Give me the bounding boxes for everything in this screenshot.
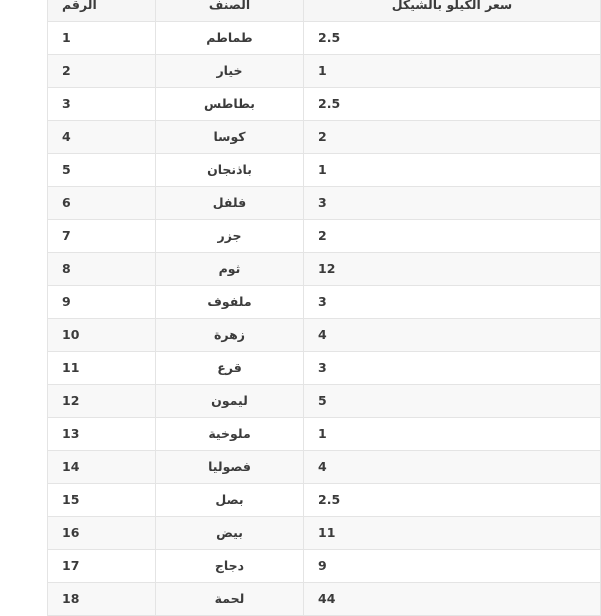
cell-price: 3 [304, 286, 601, 319]
cell-price: 3 [304, 352, 601, 385]
price-table [47, 0, 601, 616]
cell-number: 9 [48, 286, 156, 319]
table-row [48, 154, 601, 187]
cell-price: 2 [304, 220, 601, 253]
cell-price: 2.5 [304, 22, 601, 55]
cell-item: ثوم [156, 253, 304, 286]
cell-number: 17 [48, 550, 156, 583]
cell-number: 13 [48, 418, 156, 451]
cell-item: كوسا [156, 121, 304, 154]
column-header-number: الرقم [48, 0, 156, 22]
table-row [48, 22, 601, 55]
cell-item: قرع [156, 352, 304, 385]
cell-item: فصوليا [156, 451, 304, 484]
cell-number: 5 [48, 154, 156, 187]
table-row [48, 319, 601, 352]
cell-price: 1 [304, 55, 601, 88]
cell-price: 5 [304, 385, 601, 418]
cell-item: طماطم [156, 22, 304, 55]
cell-number: 15 [48, 484, 156, 517]
cell-price: 2 [304, 121, 601, 154]
cell-item: لحمة [156, 583, 304, 616]
cell-number: 11 [48, 352, 156, 385]
cell-number: 7 [48, 220, 156, 253]
cell-item: خيار [156, 55, 304, 88]
cell-price: 4 [304, 319, 601, 352]
table-row [48, 55, 601, 88]
table-row [48, 385, 601, 418]
table-header [48, 0, 601, 22]
column-header-price: سعر الكيلو بالشيكل [304, 0, 601, 22]
cell-item: بصل [156, 484, 304, 517]
cell-number: 10 [48, 319, 156, 352]
table-row [48, 517, 601, 550]
table-row [48, 286, 601, 319]
cell-number: 16 [48, 517, 156, 550]
cell-price: 1 [304, 418, 601, 451]
cell-item: جزر [156, 220, 304, 253]
table-row [48, 484, 601, 517]
column-header-item: الصنف [156, 0, 304, 22]
table-row [48, 121, 601, 154]
cell-item: زهرة [156, 319, 304, 352]
table-row [48, 187, 601, 220]
cell-number: 18 [48, 583, 156, 616]
cell-price: 12 [304, 253, 601, 286]
table-row [48, 253, 601, 286]
cell-price: 2.5 [304, 484, 601, 517]
cell-item: ملوخية [156, 418, 304, 451]
cell-number: 12 [48, 385, 156, 418]
cell-price: 11 [304, 517, 601, 550]
cell-item: دجاج [156, 550, 304, 583]
table-row [48, 550, 601, 583]
table-row [48, 418, 601, 451]
cell-item: بيض [156, 517, 304, 550]
cell-price: 2.5 [304, 88, 601, 121]
table-row [48, 220, 601, 253]
cell-price: 44 [304, 583, 601, 616]
table-row [48, 88, 601, 121]
cell-item: فلفل [156, 187, 304, 220]
table-row [48, 352, 601, 385]
table-header-row [48, 0, 601, 22]
cell-number: 14 [48, 451, 156, 484]
cell-number: 8 [48, 253, 156, 286]
cell-price: 9 [304, 550, 601, 583]
cell-number: 4 [48, 121, 156, 154]
cell-item: ملفوف [156, 286, 304, 319]
table-body [48, 22, 601, 616]
cell-number: 6 [48, 187, 156, 220]
table-row [48, 451, 601, 484]
cell-number: 2 [48, 55, 156, 88]
cell-price: 4 [304, 451, 601, 484]
cell-item: باذنجان [156, 154, 304, 187]
cell-price: 1 [304, 154, 601, 187]
table-row [48, 583, 601, 616]
cell-number: 1 [48, 22, 156, 55]
cell-number: 3 [48, 88, 156, 121]
cell-item: ليمون [156, 385, 304, 418]
cell-item: بطاطس [156, 88, 304, 121]
cell-price: 3 [304, 187, 601, 220]
